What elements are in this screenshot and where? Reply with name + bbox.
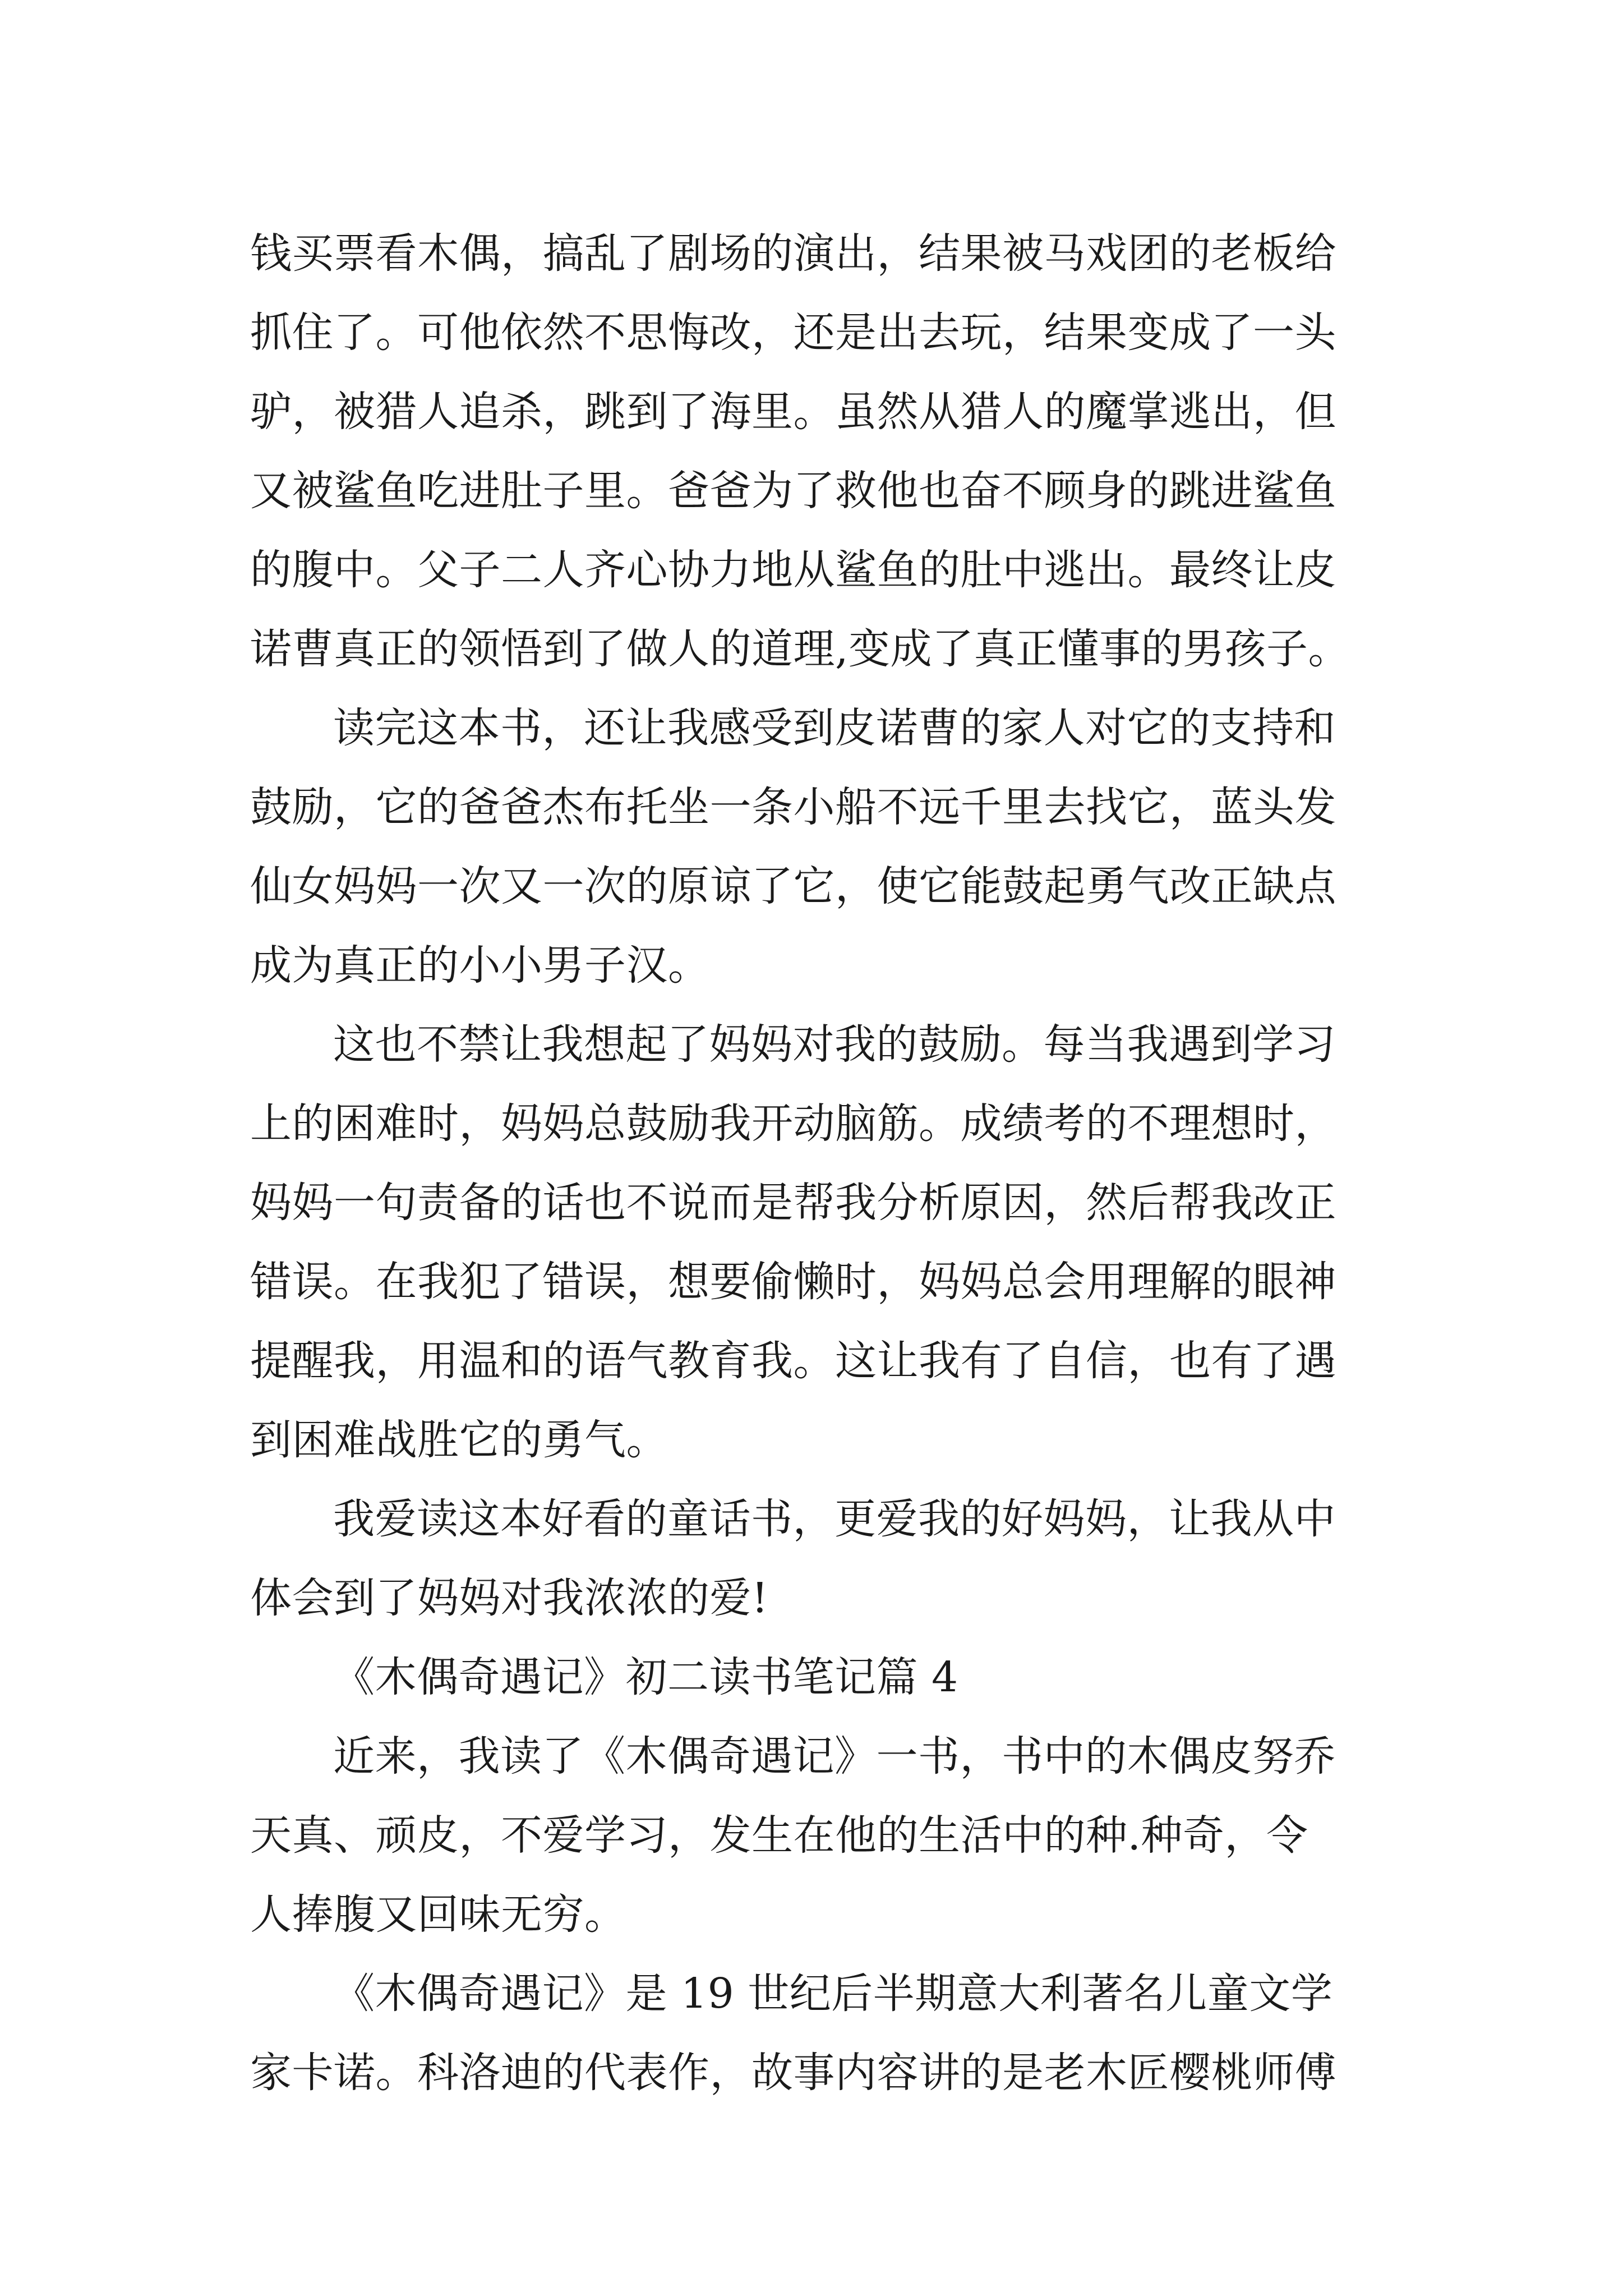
paragraph-first-line: 这也不禁让我想起了妈妈对我的鼓励。每当我遇到学习	[333, 1020, 1336, 1069]
text-line: 错误。在我犯了错误，想要偷懒时，妈妈总会用理解的眼神	[250, 1258, 1336, 1306]
text-line: 提醒我，用温和的语气教育我。这让我有了自信，也有了遇	[250, 1337, 1336, 1385]
text-line: 到困难战胜它的勇气。	[250, 1416, 668, 1464]
text-line: 上的困难时，妈妈总鼓励我开动脑筋。成绩考的不理想时，	[250, 1099, 1336, 1148]
text-line: 天真、顽皮，不爱学习，发生在他的生活中的种.种奇，令	[250, 1811, 1308, 1860]
text-line: 成为真正的小小男子汉。	[250, 941, 710, 990]
text-line: 钱买票看木偶，搞乱了剧场的演出，结果被马戏团的老板给	[250, 229, 1336, 278]
paragraph-first-line: 近来，我读了《木偶奇遇记》一书，书中的木偶皮努乔	[333, 1732, 1336, 1780]
text-line: 诺曹真正的领悟到了做人的道理,变成了真正懂事的男孩子。	[250, 625, 1350, 673]
text-line: 的腹中。父子二人齐心协力地从鲨鱼的肚中逃出。最终让皮	[250, 546, 1336, 594]
text-line: 家卡诺。科洛迪的代表作，故事内容讲的是老木匠樱桃师傅	[250, 2049, 1336, 2097]
text-line: 仙女妈妈一次又一次的原谅了它，使它能鼓起勇气改正缺点	[250, 862, 1336, 910]
document-body	[250, 214, 1389, 2113]
text-line: 驴，被猎人追杀，跳到了海里。虽然从猎人的魔掌逃出，但	[250, 388, 1336, 436]
text-line: 人捧腹又回味无穷。	[250, 1890, 626, 1939]
text-line: 抓住了。可他依然不思悔改，还是出去玩，结果变成了一头	[250, 309, 1336, 357]
paragraph-first-line: 我爱读这本好看的童话书，更爱我的好妈妈，让我从中	[333, 1495, 1336, 1543]
text-line: 妈妈一句责备的话也不说而是帮我分析原因，然后帮我改正	[250, 1179, 1336, 1227]
text-line: 又被鲨鱼吃进肚子里。爸爸为了救他也奋不顾身的跳进鲨鱼	[250, 467, 1336, 515]
text-line: 鼓励，它的爸爸杰布托坐一条小船不远千里去找它，蓝头发	[250, 783, 1336, 831]
section-heading: 《木偶奇遇记》初二读书笔记篇 4	[333, 1653, 958, 1701]
paragraph-first-line: 《木偶奇遇记》是 19 世纪后半期意大利著名儿童文学	[333, 1970, 1333, 2018]
text-line: 体会到了妈妈对我浓浓的爱!	[250, 1574, 769, 1622]
paragraph-first-line: 读完这本书，还让我感受到皮诺曹的家人对它的支持和	[333, 704, 1336, 752]
